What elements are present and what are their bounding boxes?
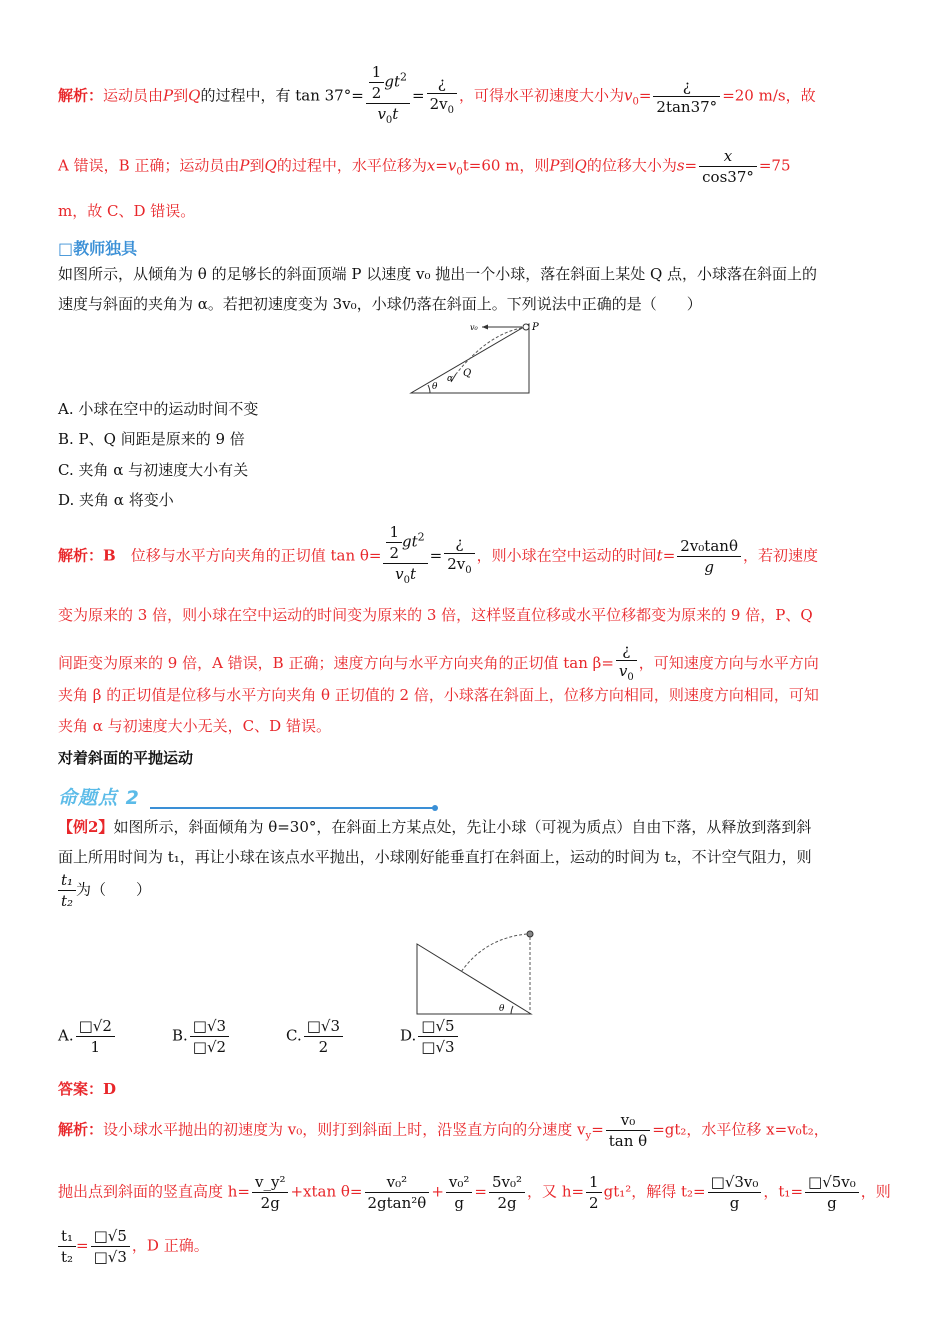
label-p: P [532,322,539,333]
teacher-option-b: B. P、Q 间距是原来的 9 倍 [58,430,245,448]
teacher-solution-line3: 间距变为原来的 9 倍，A 错误，B 正确；速度方向与水平方向夹角的正切值 tan β= $\frac{¿}{v_0}$ ，可知速度方向与水平方向 [58,640,819,688]
example2-line3: $\frac{\text{t₁}}{\text{t₂}}$ 为（ ） [58,870,151,911]
teacher-option-d: D. 夹角 α 将变小 [58,491,174,509]
solution1-line1: 解析：运动员由P到Q的过程中，有 tan 37°= $\frac{1}{2}$ $gt^2$ $v_0t$ = $\frac{¿}{2v_0}$ ，可得水平初速度大小为$v_0=$ $\frac{¿}{2\tan 37^\circ}$ =20 m/s，故 [58,62,816,131]
fraction-half-gt2-over-v0t-2: $\frac{1}{2}$ $gt^2$ $v_0t$ [383,522,427,591]
option-c-fraction: $\frac{□√3}{2}$ [304,1016,343,1057]
option-a-fraction: $\frac{□√2}{1}$ [76,1016,115,1057]
proposition-point-2: 命题点 2 [58,787,140,809]
theta-arc [428,385,430,393]
solution1-line3: m，故 C、D 错误。 [58,202,196,220]
fraction-q-over-v0: $\frac{¿}{v_0}$ [616,640,637,688]
label-v0: v₀ [470,323,478,332]
example2-solution-line1: 解析：设小球水平抛出的初速度为 v₀，则打到斜面上时，沿竖直方向的分速度 $v_y=$ $\frac{\text{v₀}}{\text{tan θ}}$ =gt₂，水平位移 x=v₀t₂， [58,1111,829,1150]
label-alpha: α [447,374,454,384]
fraction-time: $\frac{\text{2v₀tanθ}}{g}$ [677,536,741,577]
ball [527,931,533,937]
answer: 答案：D [58,1080,117,1098]
example-label: 【例2】 [58,818,114,836]
fraction-v0-over-tan: $\frac{\text{v₀}}{\text{tan θ}}$ [606,1110,650,1151]
example2-solution-line3: $\frac{\text{t₁}}{\text{t₂}}$ = $\frac{□√5}{□√3}$ ，D 正确。 [58,1226,209,1267]
proposition-underline [150,807,436,809]
teacher-solution-line4: 夹角 β 的正切值是位移与水平方向夹角 θ 正切值的 2 倍，小球落在斜面上，位移方向相同，则速度方向相同，可知 [58,686,819,704]
fraction-q-over-2v0: $\frac{¿}{2v_0}$ [427,73,457,121]
incline-diagram-1 [408,318,588,398]
teacher-heading: □教师独具 [58,239,138,258]
teacher-solution-line1: 解析：B 位移与水平方向夹角的正切值 tan θ= $\frac{1}{2}$ $gt^2$ $v_0t$ = $\frac{¿}{2v_0}$ ，则小球在空中运动的时间t= $\frac{\text{2v₀tanθ}}{g}$ ，若初速度 [58,522,818,591]
label-theta: θ [432,382,438,392]
arrow-head [482,325,488,330]
fraction-q-over-2tan37: $\frac{¿}{2\tan 37^\circ}$ [653,76,720,117]
solution-label: 解析： [58,86,104,105]
teacher-solution-line5: 夹角 α 与初速度大小无关，C、D 错误。 [58,717,331,735]
solution1-line2: A 错误，B 正确；运动员由P到Q的过程中，水平位移为$x=v_0t=60$ m，则P到Q的位移大小为s= $\frac{x}{\cos 37^\circ}$ =75 [58,147,791,186]
teacher-solution-line2: 变为原来的 3 倍，则小球在空中运动的时间变为原来的 3 倍，这样竖直位移或水平位移都变为原来的 9 倍，P、Q [58,606,813,624]
underline-dot [432,805,438,811]
teacher-question-line2: 速度与斜面的夹角为 α。若把初速度变为 3v₀，小球仍落在斜面上。下列说法中正确的是（ ） [58,295,702,313]
label-q: Q [463,368,472,379]
example2-line2: 面上所用时间为 t₁，再让小球在该点水平抛出，小球刚好能垂直打在斜面上，运动的时间为 t₂，不计空气阻力，则 [58,848,812,866]
option-a: A. $\frac{□√2}{1}$ [58,1016,117,1057]
projectile-path [461,934,527,972]
incline-triangle-2 [417,944,531,1014]
section-title: 对着斜面的平抛运动 [58,749,194,767]
option-d: D. $\frac{□√5}{□√3}$ [400,1016,460,1057]
fraction-half-gt2-over-v0t: $\frac{1}{2}$ $gt^2$ $v_0t$ [366,62,410,131]
teacher-question-line1: 如图所示，从倾角为 θ 的足够长的斜面顶端 P 以速度 v₀ 抛出一个小球，落在斜面上某处 Q 点，小球落在斜面上的 [58,265,818,283]
option-c: C. $\frac{□√3}{2}$ [286,1016,345,1057]
option-b: B. $\frac{□√3}{□√2}$ [172,1016,231,1057]
teacher-option-a: A. 小球在空中的运动时间不变 [58,400,259,418]
option-b-fraction: $\frac{□√3}{□√2}$ [190,1016,229,1057]
fraction-t1-over-t2: $\frac{\text{t₁}}{\text{t₂}}$ [58,870,76,911]
ball-p [523,324,529,330]
theta-arc-2 [511,1006,513,1014]
fraction-x-over-cos37: $\frac{x}{\cos 37^\circ}$ [699,146,757,187]
fraction-q-over-2v0-2: $\frac{¿}{2v_0}$ [444,533,474,581]
teacher-option-c: C. 夹角 α 与初速度大小有关 [58,461,249,479]
example2-line1: 【例2】如图所示，斜面倾角为 θ=30°，在斜面上方某点处，先让小球（可视为质点）自由下落，从释放到落到斜 [58,818,812,836]
incline-diagram-2 [413,926,593,1018]
label-theta-2: θ [499,1004,505,1014]
example2-solution-line2: 抛出点到斜面的竖直高度 h= $\frac{\text{v\_y²}}{2g}$ +xtan θ= $\frac{\text{v₀²}}{\text{2gtan²θ}}$ + $\frac{\text{v₀²}}{g}$ = $\frac{\text{5v₀²}}{2g}$ ，又 h= $\frac{1}{2}$ gt₁²，解得 t₂= $\frac{\text{□√3v₀}}{g}$ ，t₁= $\frac{\text{□√5v₀}}{g}$ ，则 [58,1173,891,1212]
option-d-fraction: $\frac{□√5}{□√3}$ [418,1016,457,1057]
